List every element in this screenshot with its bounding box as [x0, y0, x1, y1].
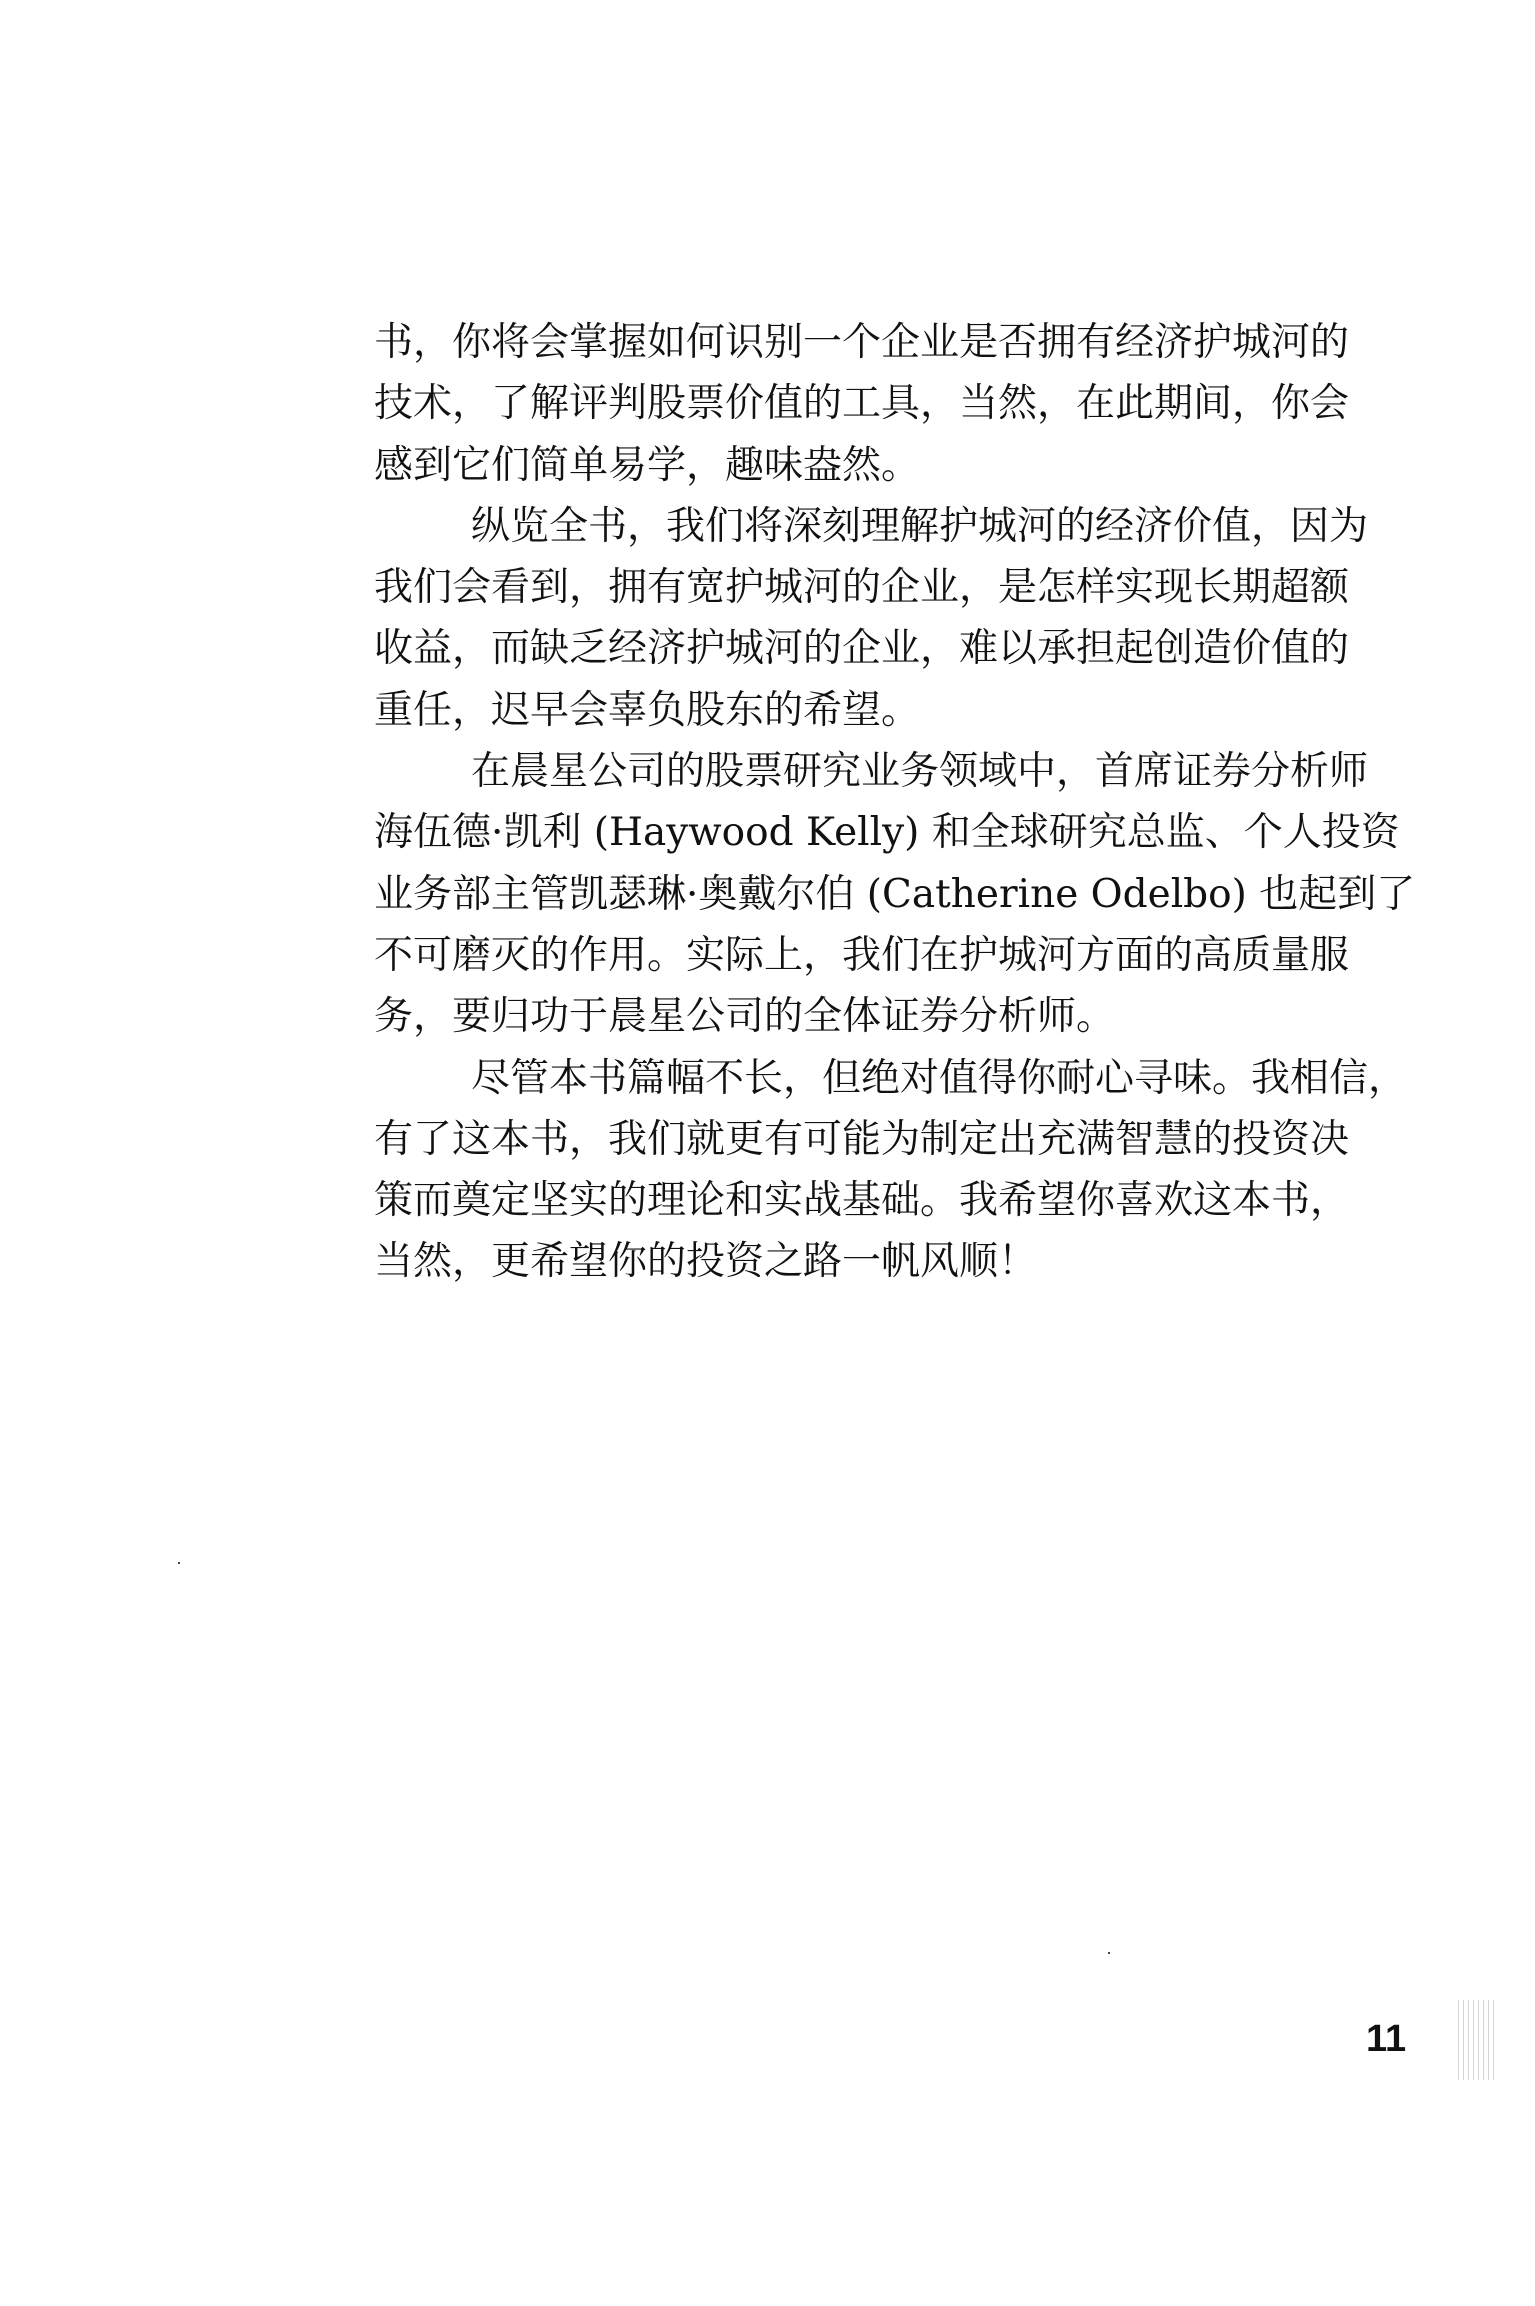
paragraph: [374, 312, 1350, 496]
body-text: [374, 312, 1416, 1293]
text-line: 书，你将会掌握如何识别一个企业是否拥有经济护城河的: [374, 320, 1350, 365]
paragraph: [374, 741, 1416, 1047]
text-line: 感到它们简单易学，趣味盎然。: [374, 442, 921, 488]
text-line: 纵览全书，我们将深刻理解护城河的经济价值，因为: [471, 503, 1369, 549]
text-line: 重任，迟早会辜负股东的希望。: [374, 687, 921, 733]
text-line: 务，要归功于晨星公司的全体证券分析师。: [374, 994, 1116, 1040]
scan-speck: [178, 1562, 180, 1564]
paragraph: [374, 1048, 1408, 1293]
text-line: 收益，而缺乏经济护城河的企业，难以承担起创造价值的: [374, 626, 1350, 672]
text-line: 我们会看到，拥有宽护城河的企业，是怎样实现长期超额: [374, 565, 1350, 611]
page-edge-noise: [1458, 2000, 1498, 2080]
paragraph: [374, 496, 1369, 741]
text-line: 有了这本书，我们就更有可能为制定出充满智慧的投资决: [374, 1116, 1350, 1162]
text-line: 当然，更希望你的投资之路一帆风顺！: [374, 1239, 1038, 1285]
text-line: 技术，了解评判股票价值的工具，当然，在此期间，你会: [374, 381, 1350, 427]
text-line: 不可磨灭的作用。实际上，我们在护城河方面的高质量服: [374, 932, 1350, 978]
text-line: 海伍德·凯利 (Haywood Kelly) 和全球研究总监、个人投资: [374, 810, 1400, 856]
text-line: 在晨星公司的股票研究业务领域中，首席证券分析师: [471, 749, 1369, 795]
scan-speck: [1108, 1952, 1110, 1954]
page-number: 11: [1366, 2018, 1407, 2060]
text-line: 尽管本书篇幅不长，但绝对值得你耐心寻味。我相信，: [471, 1055, 1408, 1101]
text-line: 策而奠定坚实的理论和实战基础。我希望你喜欢这本书，: [374, 1178, 1350, 1224]
text-line: 业务部主管凯瑟琳·奥戴尔伯 (Catherine Odelbo) 也起到了: [374, 871, 1416, 917]
